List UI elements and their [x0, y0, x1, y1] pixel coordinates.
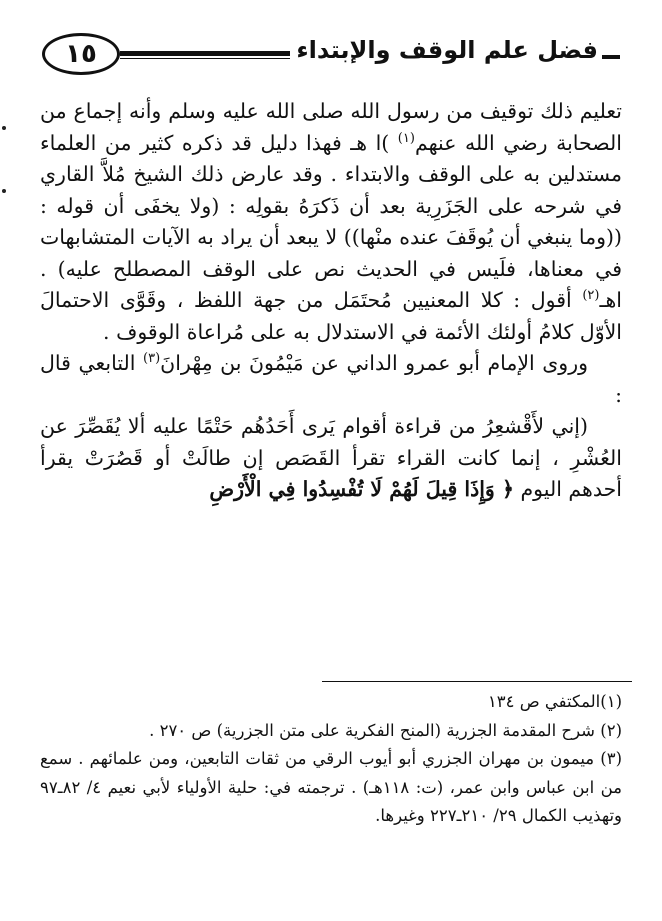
footnote-1: (١)المكتفي ص ١٣٤ [487, 692, 622, 711]
header-dash [602, 55, 620, 59]
paragraph: (إني لأَقْشعِرُ من قراءة أقوام يَرى أَحَدُهُم حَتْمًا عليه ألا يُقَصِّرَ عن العُشْرِ ، إنما كانت القراء تقرأ القَصَص إن طالَتْ أو قَصُرَتْ يقرأ أحدهم اليوم ﴿ وَإِذَا قِيلَ لَهُمْ لَا تُفْسِدُوا فِي الْأَرْضِ [40, 414, 622, 501]
page-header [20, 30, 620, 80]
paragraph: تعليم ذلك توقيف من رسول الله صلى الله عليه وسلم وأنه إجماع من الصحابة رضي الله عنهم$^{(١)}$ )ا هـ فهذا دليل قد ذكره كثير من العلماء مستدلين به على الوقف والابتداء . وقد عارض ذلك الشيخ مُلاَّ القاري في شرحه على الجَزَرِية بعد أن ذَكرَهُ بقولِه : (ولا يخفَى أن قوله : ((وما ينبغي أن يُوقَفَ عنده منْها)) لا يبعد أن يراد به الآيات المتشابهات في معناها، فلَيس في الحديث نص على الوقف المصطلح عليه) . اهـ$^{(٢)}$ أقول : كلا المعنيين مُحتَمَل من جهة اللفظ ، وقَوَّى الاحتمالَ الأوّل كلامُ أولئك الأئمة في الاستدلال به على مُراعاة الوقوف . [40, 99, 622, 344]
page-number: ١٥ [65, 39, 97, 69]
footnote-3: (٣) ميمون بن مهران الجزري أبو أيوب الرقي من ثقات التابعين، ومن علمائهم . سمع من ابن عباس وابن عمر، (ت: ١١٨هـ) . ترجمته في: حلية الأولياء لأبي نعيم ٤/ ٨٢ـ٩٧ وتهذيب الكمال ٢٩/ ٢١٠ـ٢٢٧ وغيرها. [40, 749, 622, 825]
header-rule [120, 51, 290, 59]
margin-dot [2, 189, 6, 193]
page-number-badge [42, 33, 120, 75]
footnote-2: (٢) شرح المقدمة الجزرية (المنح الفكرية على متن الجزرية) ص ٢٧٠ . [149, 720, 622, 740]
footnote-ref: (٣) [143, 351, 161, 367]
paragraph: وروى الإمام أبو عمرو الداني عن مَيْمُونَ بن مِهْرانَ$^{(٣)}$ التابعي قال : [40, 351, 622, 407]
running-title: فضل علم الوقف والإبتداء [296, 36, 598, 64]
footnote-ref: (١) [397, 130, 415, 146]
quran-verse: ﴿ وَإِذَا قِيلَ لَهُمْ لَا تُفْسِدُوا فِي الْأَرْضِ [209, 477, 514, 501]
footnote-separator [322, 681, 632, 682]
footnotes [40, 688, 622, 831]
footnote-ref: (٢) [582, 288, 600, 304]
main-text [40, 96, 622, 506]
margin-dot [2, 126, 6, 130]
